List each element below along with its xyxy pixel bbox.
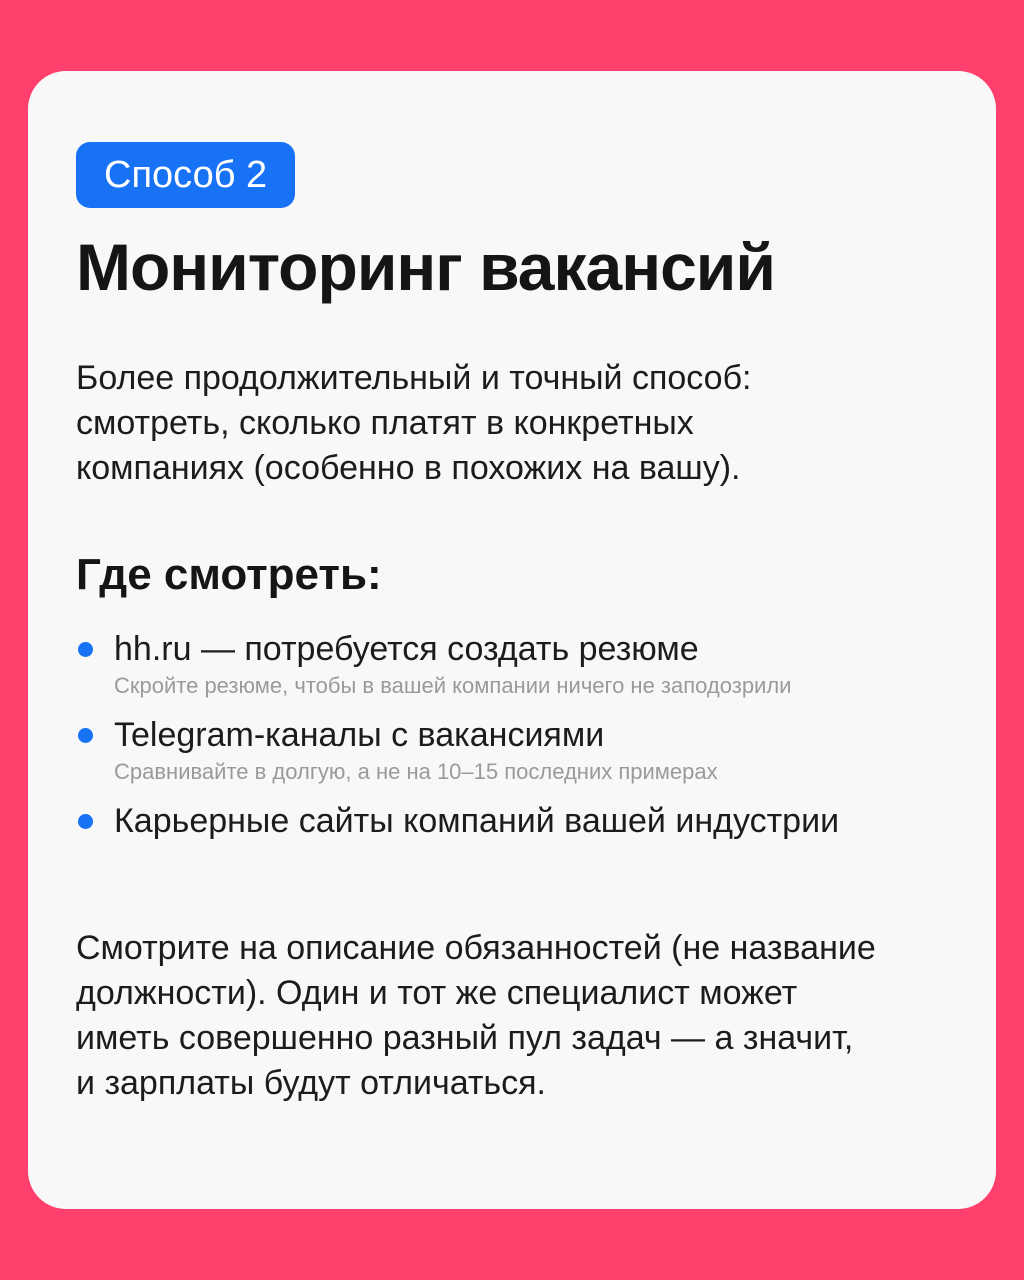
source-label: Telegram-каналы с вакансиями (114, 716, 605, 754)
source-label: Карьерные сайты компаний вашей индустрии (114, 802, 840, 840)
intro-paragraph: Более продолжительный и точный способ: смотреть, сколько платят в конкретных компаниях (особенно в похожих на вашу). (76, 359, 752, 487)
list-item (76, 713, 839, 787)
outro-paragraph: Смотрите на описание обязанностей (не название должности). Один и тот же специалист может иметь совершенно разный пул задач — а значит, и зарплаты будут отличаться. (76, 929, 876, 1102)
page-title: Мониторинг вакансий (76, 230, 775, 304)
sources-list (76, 627, 839, 855)
bullet-dot-icon (78, 814, 93, 829)
bullet-dot-icon (78, 728, 93, 743)
source-hint: Сравнивайте в долгую, а не на 10–15 последних примерах (114, 759, 718, 784)
list-item (76, 627, 839, 701)
content-card (28, 71, 996, 1209)
source-hint: Скройте резюме, чтобы в вашей компании ничего не заподозрили (114, 673, 792, 698)
list-item (76, 799, 839, 843)
where-heading: Где смотреть: (76, 550, 382, 599)
method-badge: Способ 2 (76, 142, 295, 208)
bullet-dot-icon (78, 642, 93, 657)
source-label: hh.ru — потребуется создать резюме (114, 630, 699, 668)
